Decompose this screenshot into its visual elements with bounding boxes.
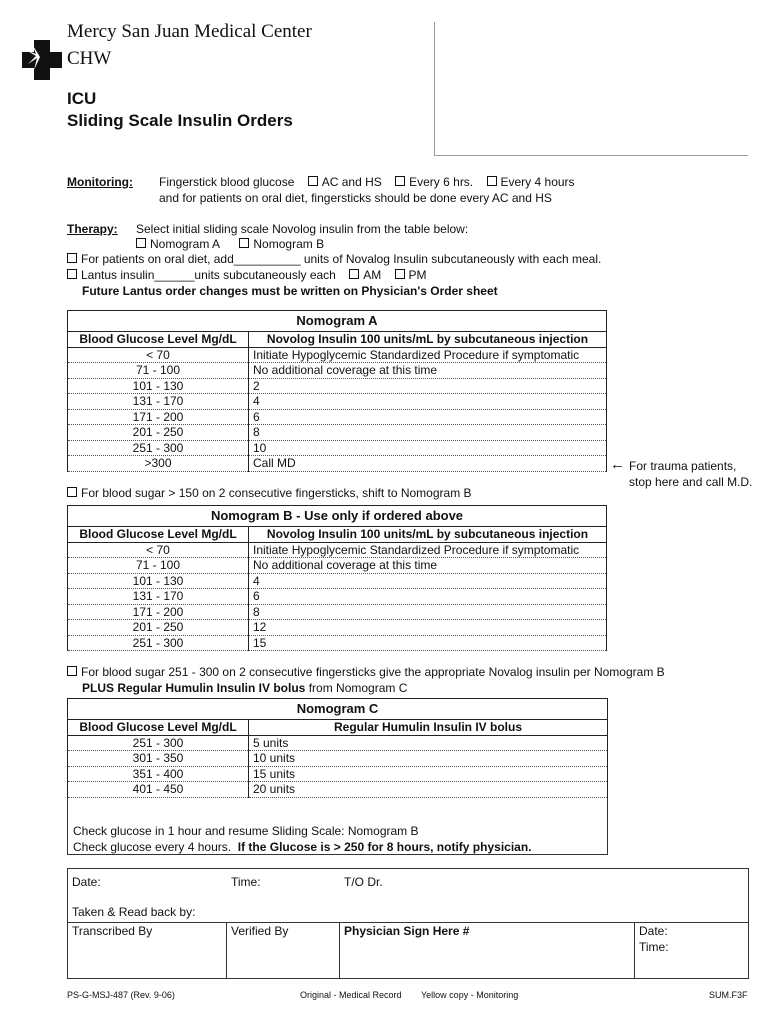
table-cell: 71 - 100 (68, 558, 249, 574)
sig-row-divider (67, 922, 748, 923)
table-cell: < 70 (68, 542, 249, 558)
nomogram-c-table (67, 698, 608, 798)
sig-col-divider-3 (634, 922, 635, 978)
sig-time-label: Time: (231, 875, 261, 889)
plus-c-bold: PLUS Regular Humulin Insulin IV bolus (82, 681, 306, 695)
table-cell: 8 (249, 425, 607, 441)
trauma-arrow-icon: ← (610, 456, 625, 473)
therapy-nomogram-options (136, 237, 324, 251)
footer-code: SUM.F3F (709, 990, 748, 1000)
check-glucose-2 (73, 840, 532, 854)
table-cell: 171 - 200 (68, 409, 249, 425)
table-cell: 10 units (249, 751, 608, 767)
label-area-bottom (434, 155, 748, 156)
sig-transcribed-label: Transcribed By (72, 924, 153, 938)
table-cell: 6 (249, 409, 607, 425)
table-cell: 6 (249, 589, 607, 605)
checkbox-lantus[interactable] (67, 269, 77, 279)
nomogram-a-title: Nomogram A (68, 311, 607, 332)
table-cell: 71 - 100 (68, 363, 249, 379)
opt-pm: PM (408, 268, 427, 282)
nomogram-c-col2: Regular Humulin Insulin IV bolus (249, 720, 608, 736)
table-cell: 131 - 170 (68, 394, 249, 410)
sig-col-divider-2 (339, 922, 340, 978)
sig-verified-label: Verified By (231, 924, 289, 938)
table-cell: 4 (249, 394, 607, 410)
checkbox-every-6[interactable] (395, 176, 405, 186)
table-cell: 8 (249, 604, 607, 620)
table-cell: No additional coverage at this time (249, 558, 607, 574)
checkbox-every-4[interactable] (487, 176, 497, 186)
nomogram-b-table (67, 505, 607, 651)
table-cell: 171 - 200 (68, 604, 249, 620)
unit-title: ICU (67, 89, 97, 108)
nomogram-b-title: Nomogram B - Use only if ordered above (68, 506, 607, 527)
table-cell: 15 (249, 635, 607, 651)
lantus-text: Lantus insulin______units subcutaneously each (81, 268, 336, 282)
table-cell: 5 units (249, 735, 608, 751)
table-cell: 201 - 250 (68, 620, 249, 636)
system-name: CHW (67, 48, 112, 69)
table-cell: 10 (249, 440, 607, 456)
sig-to-dr-label: T/O Dr. (344, 875, 383, 889)
cross-logo-icon (22, 40, 62, 80)
oral-diet-text: For patients on oral diet, add__________ units of Novalog Insulin subcutaneously with each meal. (81, 252, 602, 266)
hospital-name: Mercy San Juan Medical Center (67, 21, 312, 42)
table-cell: 20 units (249, 782, 608, 798)
monitoring-line (159, 175, 575, 189)
nomogram-a-col2: Novolog Insulin 100 units/mL by subcutaneous injection (249, 332, 607, 348)
shift-b-line (67, 486, 472, 500)
lantus-line (67, 268, 427, 282)
monitoring-text: Fingerstick blood glucose (159, 175, 295, 189)
nomogram-a-col1: Blood Glucose Level Mg/dL (68, 332, 249, 348)
therapy-label: Therapy: (67, 222, 118, 236)
monitoring-label: Monitoring: (67, 175, 133, 189)
table-cell: 401 - 450 (68, 782, 249, 798)
sig-time2-label: Time: (639, 940, 669, 954)
checkbox-plus-c[interactable] (67, 666, 77, 676)
plus-c-line2 (82, 681, 407, 695)
check-glucose-2a: Check glucose every 4 hours. (73, 840, 238, 854)
table-cell: Call MD (249, 456, 607, 472)
footer-form-number: PS-G-MSJ-487 (Rev. 9-06) (67, 990, 175, 1000)
table-cell: 101 - 130 (68, 378, 249, 394)
label-area-divider (434, 22, 435, 156)
therapy-text: Select initial sliding scale Novolog insulin from the table below: (136, 222, 469, 236)
table-cell: 131 - 170 (68, 589, 249, 605)
table-cell: 301 - 350 (68, 751, 249, 767)
checkbox-nomogram-a[interactable] (136, 238, 146, 248)
table-cell: >300 (68, 456, 249, 472)
sig-date2-label: Date: (639, 924, 668, 938)
checkbox-nomogram-b[interactable] (239, 238, 249, 248)
table-cell: Initiate Hypoglycemic Standardized Procedure if symptomatic (249, 347, 607, 363)
plus-c-text: For blood sugar 251 - 300 on 2 consecutive fingersticks give the appropriate Novalog insulin per Nomogram B (81, 665, 665, 679)
checkbox-oral-diet[interactable] (67, 253, 77, 263)
opt-ac-hs: AC and HS (321, 175, 382, 189)
checkbox-pm[interactable] (395, 269, 405, 279)
sig-date-label: Date: (72, 875, 101, 889)
checkbox-ac-hs[interactable] (308, 176, 318, 186)
table-cell: 2 (249, 378, 607, 394)
table-cell: 12 (249, 620, 607, 636)
nomogram-b-col2: Novolog Insulin 100 units/mL by subcutaneous injection (249, 527, 607, 543)
plus-c-rest: from Nomogram C (305, 681, 408, 695)
nomogram-c-title: Nomogram C (68, 699, 608, 720)
monitoring-line2: and for patients on oral diet, fingersticks should be done every AC and HS (159, 191, 552, 205)
hospital-logo (22, 40, 62, 80)
shift-b-text: For blood sugar > 150 on 2 consecutive fingersticks, shift to Nomogram B (81, 486, 472, 500)
table-cell: 201 - 250 (68, 425, 249, 441)
footer-original: Original - Medical Record (300, 990, 402, 1000)
table-cell: No additional coverage at this time (249, 363, 607, 379)
opt-every-6: Every 6 hrs. (409, 175, 474, 189)
opt-nomogram-b: Nomogram B (253, 237, 325, 251)
table-cell: 251 - 300 (68, 735, 249, 751)
footer-yellow: Yellow copy - Monitoring (421, 990, 519, 1000)
opt-nomogram-a: Nomogram A (150, 237, 220, 251)
nomogram-b-col1: Blood Glucose Level Mg/dL (68, 527, 249, 543)
table-cell: < 70 (68, 347, 249, 363)
opt-every-4: Every 4 hours (500, 175, 575, 189)
trauma-note: For trauma patients, stop here and call M.D. (629, 459, 753, 489)
table-cell: Initiate Hypoglycemic Standardized Procedure if symptomatic (249, 542, 607, 558)
checkbox-shift-b[interactable] (67, 487, 77, 497)
future-lantus-note: Future Lantus order changes must be written on Physician's Order sheet (82, 284, 498, 298)
sig-col-divider-1 (226, 922, 227, 978)
plus-c-line1 (67, 665, 665, 679)
nomogram-c-col1: Blood Glucose Level Mg/dL (68, 720, 249, 736)
table-cell: 15 units (249, 766, 608, 782)
table-cell: 251 - 300 (68, 440, 249, 456)
sig-taken-label: Taken & Read back by: (72, 905, 196, 919)
sig-physician-label: Physician Sign Here # (344, 924, 470, 938)
check-glucose-1: Check glucose in 1 hour and resume Sliding Scale: Nomogram B (73, 824, 419, 838)
nomogram-a-table (67, 310, 607, 472)
checkbox-am[interactable] (349, 269, 359, 279)
page-title: Sliding Scale Insulin Orders (67, 111, 293, 130)
table-cell: 101 - 130 (68, 573, 249, 589)
oral-diet-line (67, 252, 601, 266)
table-cell: 251 - 300 (68, 635, 249, 651)
opt-am: AM (363, 268, 382, 282)
check-glucose-2b: If the Glucose is > 250 for 8 hours, notify physician. (237, 840, 532, 854)
table-cell: 4 (249, 573, 607, 589)
table-cell: 351 - 400 (68, 766, 249, 782)
